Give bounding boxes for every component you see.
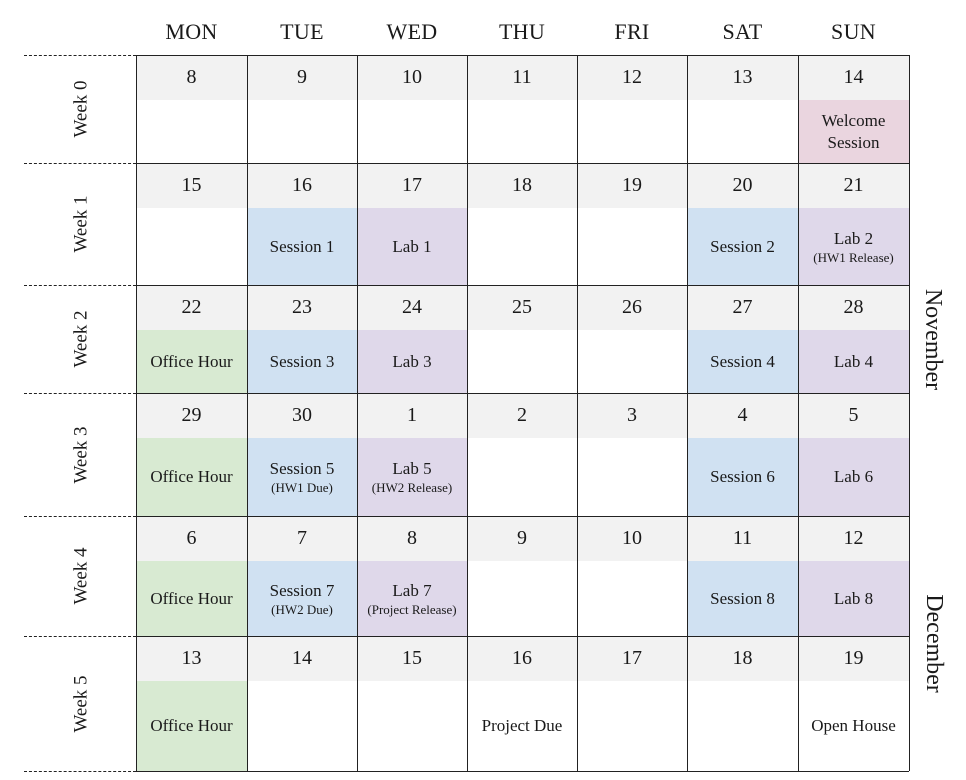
event-title: Lab 3	[392, 351, 432, 371]
day-cell[interactable]	[798, 516, 909, 636]
event-block	[798, 561, 909, 636]
date-number: 24	[357, 285, 467, 330]
week-label	[58, 636, 106, 771]
day-cell[interactable]	[136, 636, 247, 771]
empty-slot	[247, 681, 357, 771]
day-cell[interactable]	[357, 285, 467, 393]
date-number: 6	[136, 516, 247, 561]
day-cell[interactable]	[798, 393, 909, 516]
event-title: Session 5	[269, 459, 335, 478]
day-cell[interactable]	[467, 55, 577, 163]
week-label-text: Week 1	[71, 195, 92, 253]
month-label-text: November	[920, 288, 947, 391]
date-number: 15	[136, 163, 247, 208]
day-cell[interactable]	[577, 516, 687, 636]
empty-slot	[136, 208, 247, 285]
grid-line-horizontal	[136, 163, 909, 164]
week-label	[58, 516, 106, 636]
day-cell[interactable]	[357, 393, 467, 516]
event-title: Lab 1	[392, 236, 432, 256]
date-number: 2	[467, 393, 577, 438]
week-label-text: Week 4	[71, 547, 92, 605]
date-number: 18	[687, 636, 798, 681]
week-label-text: Week 5	[71, 674, 92, 733]
empty-slot	[577, 330, 687, 393]
week-label-text: Week 0	[71, 80, 92, 138]
date-number: 11	[687, 516, 798, 561]
week-separator	[24, 771, 136, 772]
week-label	[58, 285, 106, 393]
event-title: Session 3	[269, 351, 335, 371]
event-block	[136, 561, 247, 636]
day-cell[interactable]	[577, 393, 687, 516]
day-cell[interactable]	[687, 55, 798, 163]
date-number: 30	[247, 393, 357, 438]
grid-line-horizontal	[136, 516, 909, 517]
event-block	[798, 681, 909, 771]
event-block	[798, 438, 909, 516]
event-title: Lab 5	[392, 459, 432, 478]
day-cell[interactable]	[798, 636, 909, 771]
month-label-november	[912, 163, 954, 516]
date-number: 19	[577, 163, 687, 208]
event-block	[467, 681, 577, 771]
week-label-text: Week 2	[71, 310, 92, 368]
date-number: 10	[577, 516, 687, 561]
event-title: Session 8	[710, 588, 775, 608]
event-block	[136, 681, 247, 771]
day-cell[interactable]	[687, 636, 798, 771]
empty-slot	[467, 330, 577, 393]
date-number: 4	[687, 393, 798, 438]
date-number: 9	[247, 55, 357, 100]
day-cell[interactable]	[798, 163, 909, 285]
empty-slot	[247, 100, 357, 163]
date-number: 12	[577, 55, 687, 100]
day-header-mon: MON	[165, 19, 218, 44]
event-title: Project Due	[481, 716, 563, 735]
date-number: 25	[467, 285, 577, 330]
day-header-tue: TUE	[280, 19, 324, 44]
week-label	[58, 163, 106, 285]
event-title: Lab 8	[833, 588, 874, 608]
day-cell[interactable]	[247, 163, 357, 285]
event-title: Lab 4	[833, 351, 874, 371]
empty-slot	[467, 100, 577, 163]
day-cell[interactable]	[687, 393, 798, 516]
day-header-sun: SUN	[831, 19, 876, 44]
day-cell[interactable]	[467, 393, 577, 516]
grid-line-horizontal	[136, 771, 909, 772]
event-block	[247, 330, 357, 393]
date-number: 10	[357, 55, 467, 100]
date-number: 16	[247, 163, 357, 208]
event-block	[798, 100, 909, 163]
day-cell[interactable]	[467, 636, 577, 771]
date-number: 8	[357, 516, 467, 561]
date-number: 17	[357, 163, 467, 208]
day-cell[interactable]	[467, 516, 577, 636]
event-title: Session 2	[710, 236, 775, 256]
date-number: 8	[136, 55, 247, 100]
event-block	[247, 438, 357, 516]
empty-slot	[577, 100, 687, 163]
grid-line-horizontal	[136, 55, 909, 56]
empty-slot	[577, 561, 687, 636]
event-block	[687, 208, 798, 285]
event-block	[357, 208, 467, 285]
event-block	[687, 330, 798, 393]
day-cell[interactable]	[136, 516, 247, 636]
date-number: 26	[577, 285, 687, 330]
event-note: (Project Release)	[367, 601, 457, 617]
day-cell[interactable]	[577, 55, 687, 163]
event-title: Lab 2	[833, 228, 874, 248]
event-title: Office Hour	[150, 467, 233, 486]
grid-line-horizontal	[136, 393, 909, 394]
event-title: Session 7	[269, 580, 335, 600]
day-cell[interactable]	[357, 516, 467, 636]
day-cell[interactable]	[247, 55, 357, 163]
date-number: 3	[577, 393, 687, 438]
event-block	[357, 330, 467, 393]
grid-line-vertical	[909, 55, 910, 771]
day-cell[interactable]	[798, 55, 909, 163]
date-number: 5	[798, 393, 909, 438]
event-note: (HW1 Due)	[271, 480, 333, 495]
grid-line-horizontal	[136, 285, 909, 286]
date-number: 13	[687, 55, 798, 100]
day-header-fri: FRI	[614, 19, 650, 44]
day-cell[interactable]	[467, 285, 577, 393]
event-block	[136, 330, 247, 393]
day-cell[interactable]	[247, 285, 357, 393]
day-cell[interactable]	[136, 393, 247, 516]
event-title: Session 4	[710, 351, 775, 371]
day-cell[interactable]	[687, 163, 798, 285]
day-cell[interactable]	[577, 636, 687, 771]
empty-slot	[577, 681, 687, 771]
event-block	[798, 330, 909, 393]
month-label-text: December	[920, 594, 947, 693]
day-cell[interactable]	[247, 393, 357, 516]
date-number: 18	[467, 163, 577, 208]
event-title: Session 1	[269, 236, 335, 256]
day-cell[interactable]	[357, 55, 467, 163]
empty-slot	[357, 681, 467, 771]
date-number: 1	[357, 393, 467, 438]
event-title: Open House	[811, 716, 896, 735]
date-number: 15	[357, 636, 467, 681]
empty-slot	[467, 208, 577, 285]
event-block	[798, 208, 909, 285]
date-number: 14	[247, 636, 357, 681]
empty-slot	[577, 438, 687, 516]
empty-slot	[577, 208, 687, 285]
day-header-wed: WED	[386, 19, 438, 44]
day-cell[interactable]	[136, 163, 247, 285]
date-number: 27	[687, 285, 798, 330]
date-number: 23	[247, 285, 357, 330]
date-number: 16	[467, 636, 577, 681]
date-number: 13	[136, 636, 247, 681]
day-cell[interactable]	[136, 285, 247, 393]
empty-slot	[467, 438, 577, 516]
day-cell[interactable]	[687, 285, 798, 393]
empty-slot	[357, 100, 467, 163]
date-number: 14	[798, 55, 909, 100]
date-number: 11	[467, 55, 577, 100]
day-cell[interactable]	[467, 163, 577, 285]
event-note: (HW1 Release)	[813, 249, 894, 265]
event-block	[687, 438, 798, 516]
day-cell[interactable]	[247, 516, 357, 636]
empty-slot	[467, 561, 577, 636]
event-block	[136, 438, 247, 516]
date-number: 19	[798, 636, 909, 681]
event-block	[357, 438, 467, 516]
day-cell[interactable]	[247, 636, 357, 771]
event-block	[247, 561, 357, 636]
event-title: Lab 6	[833, 467, 874, 486]
day-cell[interactable]	[577, 163, 687, 285]
day-cell[interactable]	[687, 516, 798, 636]
date-number: 20	[687, 163, 798, 208]
event-title: Office Hour	[150, 716, 233, 735]
week-label-text: Week 3	[71, 425, 92, 484]
event-block	[687, 561, 798, 636]
event-title: Office Hour	[150, 588, 233, 608]
event-block	[357, 561, 467, 636]
event-block	[247, 208, 357, 285]
event-title: Session 6	[710, 467, 775, 486]
grid-line-horizontal	[136, 636, 909, 637]
empty-slot	[687, 100, 798, 163]
month-label-december	[912, 516, 954, 771]
date-number: 9	[467, 516, 577, 561]
event-title: Lab 7	[392, 580, 432, 600]
event-title: Office Hour	[150, 351, 233, 371]
day-cell[interactable]	[357, 163, 467, 285]
day-cell[interactable]	[136, 55, 247, 163]
event-note: (HW2 Release)	[371, 480, 453, 495]
date-number: 21	[798, 163, 909, 208]
day-cell[interactable]	[577, 285, 687, 393]
empty-slot	[136, 100, 247, 163]
date-number: 28	[798, 285, 909, 330]
date-number: 7	[247, 516, 357, 561]
week-label	[58, 55, 106, 163]
event-note: (HW2 Due)	[271, 601, 333, 617]
day-cell[interactable]	[357, 636, 467, 771]
event-title: Welcome Session	[821, 110, 886, 152]
date-number: 17	[577, 636, 687, 681]
date-number: 12	[798, 516, 909, 561]
day-cell[interactable]	[798, 285, 909, 393]
week-label	[58, 393, 106, 516]
date-number: 29	[136, 393, 247, 438]
day-header-thu: THU	[498, 19, 546, 44]
date-number: 22	[136, 285, 247, 330]
day-header-sat: SAT	[722, 19, 763, 44]
empty-slot	[687, 681, 798, 771]
